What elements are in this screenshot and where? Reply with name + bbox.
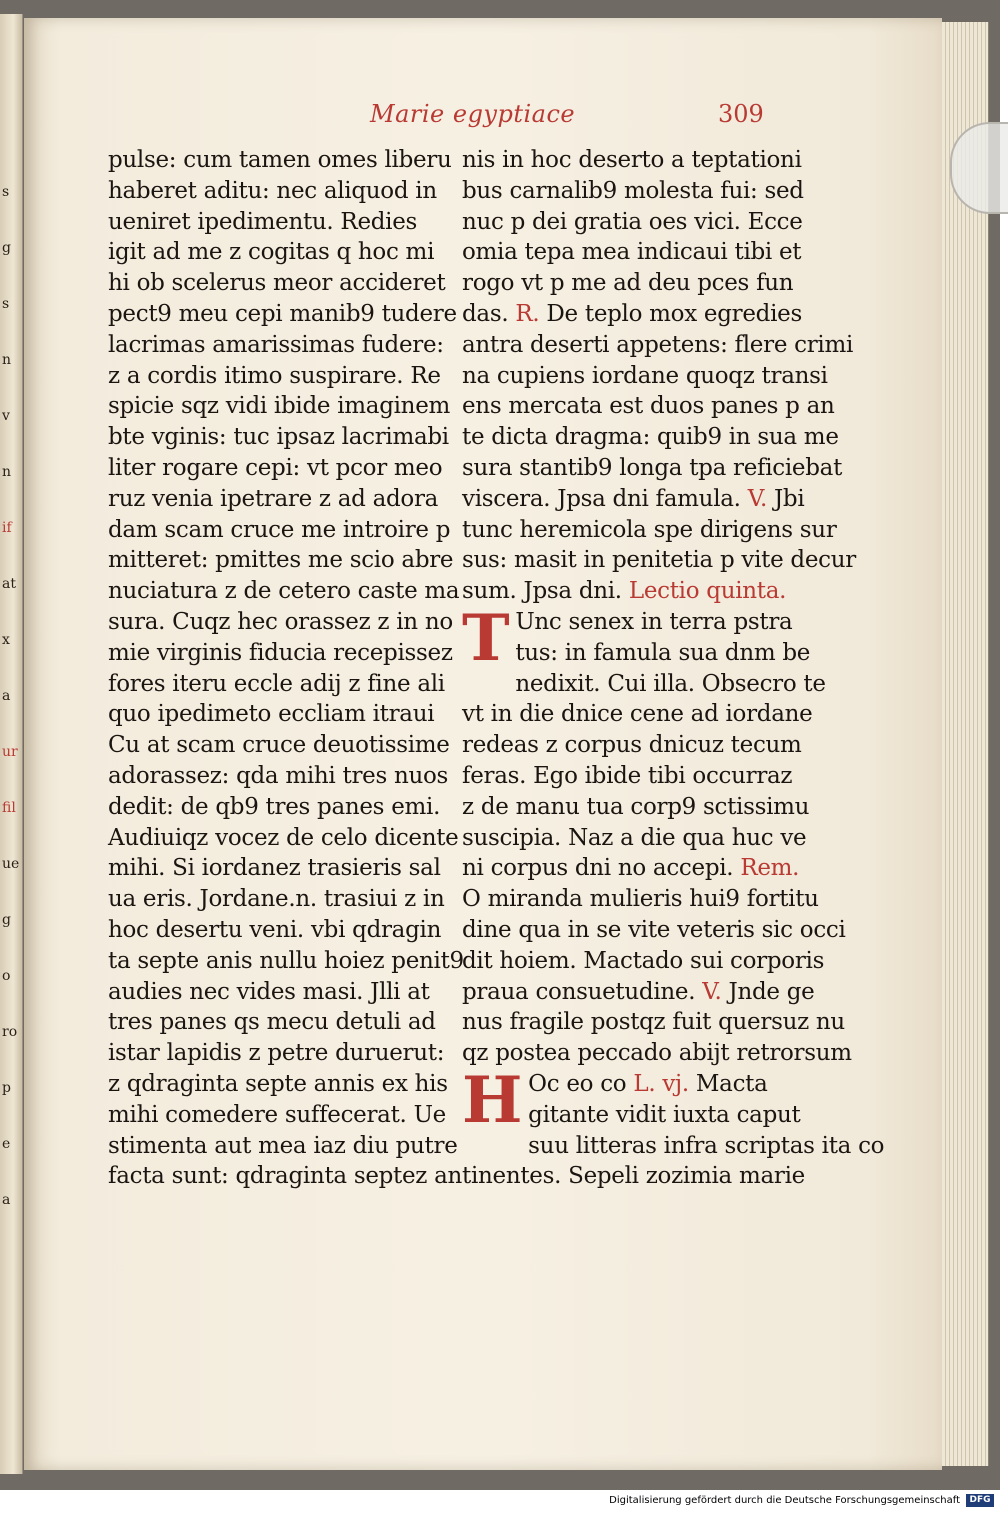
edge-glyph: v [2,408,10,424]
text-line: stimenta aut mea iaz diu putre [108,1132,458,1159]
red-initial-t: T [462,600,510,676]
text-line: audies nec vides masi. Jlli at [108,978,430,1005]
running-head-title: Marie egyptiace [370,100,576,128]
rubric-rem: Rem. [740,855,800,882]
edge-glyph: s [2,184,10,200]
red-initial-h: H [462,1062,523,1138]
text-line: mihi comedere suffecerat. Ue [108,1101,446,1128]
edge-glyph: o [2,968,11,984]
text-line: liter rogare cepi: vt pcor meo [108,454,443,481]
text-line: facta sunt: qdraginta septez an [108,1163,463,1190]
folio-number: 309 [718,100,764,128]
text-line: qz postea peccado abijt retrorsum [462,1040,852,1067]
text-line: O miranda mulieris hui9 fortitu [462,886,819,913]
text-line: bus carnalib9 molesta fui: sed [462,177,804,204]
text-line: sus: masit in penitetia p vite decur [462,547,856,574]
text-line: redeas z corpus dnicuz tecum [462,732,802,759]
text-line: rogo vt p me ad deu pces fun [462,270,794,297]
funding-credit: Digitalisierung gefördert durch die Deutsche Forschungsgemeinschaft [609,1495,960,1506]
dfg-logo: DFG [966,1494,994,1507]
edge-glyph: g [2,912,11,928]
text-line: haberet aditu: nec aliquod in [108,177,437,204]
text-line: feras. Ego ibide tibi occurraz [462,762,793,789]
text-line: ni corpus dni no accepi. Rem. [462,855,800,882]
text-line: ens mercata est duos panes p an [462,393,835,420]
text-line: nis in hoc deserto a teptationi [462,147,802,173]
edge-glyph: if [2,520,12,536]
edge-glyph: p [2,1080,11,1096]
page-stack-edge [942,22,989,1466]
text-line: z qdraginta septe annis ex his [108,1070,448,1097]
text-line: pect9 meu cepi manib9 tudere [108,300,457,327]
rubric-lectio-quinta: Lectio quinta. [628,578,787,605]
rubric-lectio-sexta: L. vj. [633,1070,689,1097]
text-line: istar lapidis z petre duruerut: [108,1040,445,1067]
edge-glyph: at [2,576,16,592]
text-line: te dicta dragma: quib9 in sua me [462,424,839,451]
edge-glyph: e [2,1136,11,1152]
text-line: fores iteru eccle adij z fine ali [108,670,445,697]
text-line: na cupiens iordane quoqz transi [462,362,828,389]
text-line: mitteret: pmittes me scio abre [108,547,454,574]
text-line: nuc p dei gratia oes vici. Ecce [462,208,803,235]
text-line: tunc heremicola spe dirigens sur [462,516,837,543]
edge-glyph: x [2,632,10,648]
left-text-column [108,145,464,1192]
text-line: Oc eo co L. vj. Macta [528,1070,768,1097]
text-line: gitante vidit iuxta caput [528,1101,801,1128]
text-line: dine qua in se vite veteris sic occi [462,916,846,943]
edge-glyph: s [2,296,10,312]
running-head [300,100,780,134]
edge-glyph: a [2,688,11,704]
initial-block-h [462,1062,802,1138]
facing-page-edge [0,14,23,1474]
text-line: nus fragile postqz fuit quersuz nu [462,1009,845,1036]
text-line: dedit: de qb9 tres panes emi. [108,793,441,820]
text-line: nuciatura z de cetero caste ma [108,578,460,605]
text-line: Cu at scam cruce deuotissime [108,732,450,759]
text-line: z de manu tua corp9 sctissimu [462,793,810,820]
text-line: sura stantib9 longa tpa reficiebat [462,454,843,481]
text-line: sum. Jpsa dni. Lectio quinta. [462,578,787,605]
text-line: Audiuiqz vocez de celo dicente [108,824,459,851]
text-line: ueniret ipedimentu. Redies [108,208,418,235]
text-line: vt in die dnice cene ad iordane [462,701,813,728]
text-line: adorassez: qda mihi tres nuos [108,762,449,789]
rubric-responsory: R. [515,300,547,327]
text-line: mihi. Si iordanez trasieris sal [108,855,441,882]
edge-glyph: n [2,464,12,480]
rubric-versicle: V. [747,485,774,512]
text-line: suu litteras infra scriptas ita co [528,1132,885,1159]
text-line: quo ipedimeto eccliam itraui [108,701,435,728]
text-line: das. R. De teplo mox egredies [462,300,802,327]
text-line: tres panes qs mecu detuli ad [108,1009,436,1036]
text-line: mie virginis fiducia recepissez [108,639,453,666]
text-line: hoc desertu veni. vbi qdragin [108,916,442,943]
rubric-versicle: V. [702,978,729,1005]
text-line: ua eris. Jordane.n. trasiui z in [108,886,445,913]
text-line: Unc senex in terra pstra [515,608,793,635]
text-line: viscera. Jpsa dni famula. V. Jbi [462,485,805,512]
text-line: sura. Cuqz hec orassez z in no [108,608,453,635]
text-line: dam scam cruce me introire p [108,516,451,543]
text-line: bte vginis: tuc ipsaz lacrimabi [108,424,449,451]
text-line: igit ad me z cogitas q hoc mi [108,239,435,266]
text-line: dit hoiem. Mactado sui corporis [462,947,825,974]
text-line: ta septe anis nullu hoiez penit9 [108,947,464,974]
edge-glyph: n [2,352,12,368]
edge-glyph: ro [2,1024,18,1040]
text-line: praua consuetudine. V. Jnde ge [462,978,815,1005]
text-line: tus: in famula sua dnm be [515,639,811,666]
text-line: tinentes. Sepeli zozimia marie [462,1163,805,1190]
initial-block-t [462,600,811,676]
edge-glyph: fil [2,800,16,816]
text-line: lacrimas amarissimas fudere: [108,331,444,358]
edge-glyph: a [2,1192,11,1208]
footer-bar [0,1490,1000,1513]
edge-glyph: ur [2,744,18,760]
text-line: spicie sqz vidi ibide imaginem [108,393,451,420]
text-line: ruz venia ipetrare z ad adora [108,485,439,512]
text-line: antra deserti appetens: flere crimi [462,331,854,358]
edge-glyph: ue [2,856,20,872]
text-line: hi ob scelerus meor accideret [108,270,446,297]
text-line: z a cordis itimo suspirare. Re [108,362,441,389]
right-text-column [462,145,885,1192]
text-line: pulse: cum tamen omes liberu [108,147,452,173]
edge-glyph: g [2,240,11,256]
text-line: omia tepa mea indicaui tibi et [462,239,802,266]
text-line: suscipia. Naz a die qua huc ve [462,824,807,851]
text-line: nedixit. Cui illa. Obsecro te [515,670,826,697]
